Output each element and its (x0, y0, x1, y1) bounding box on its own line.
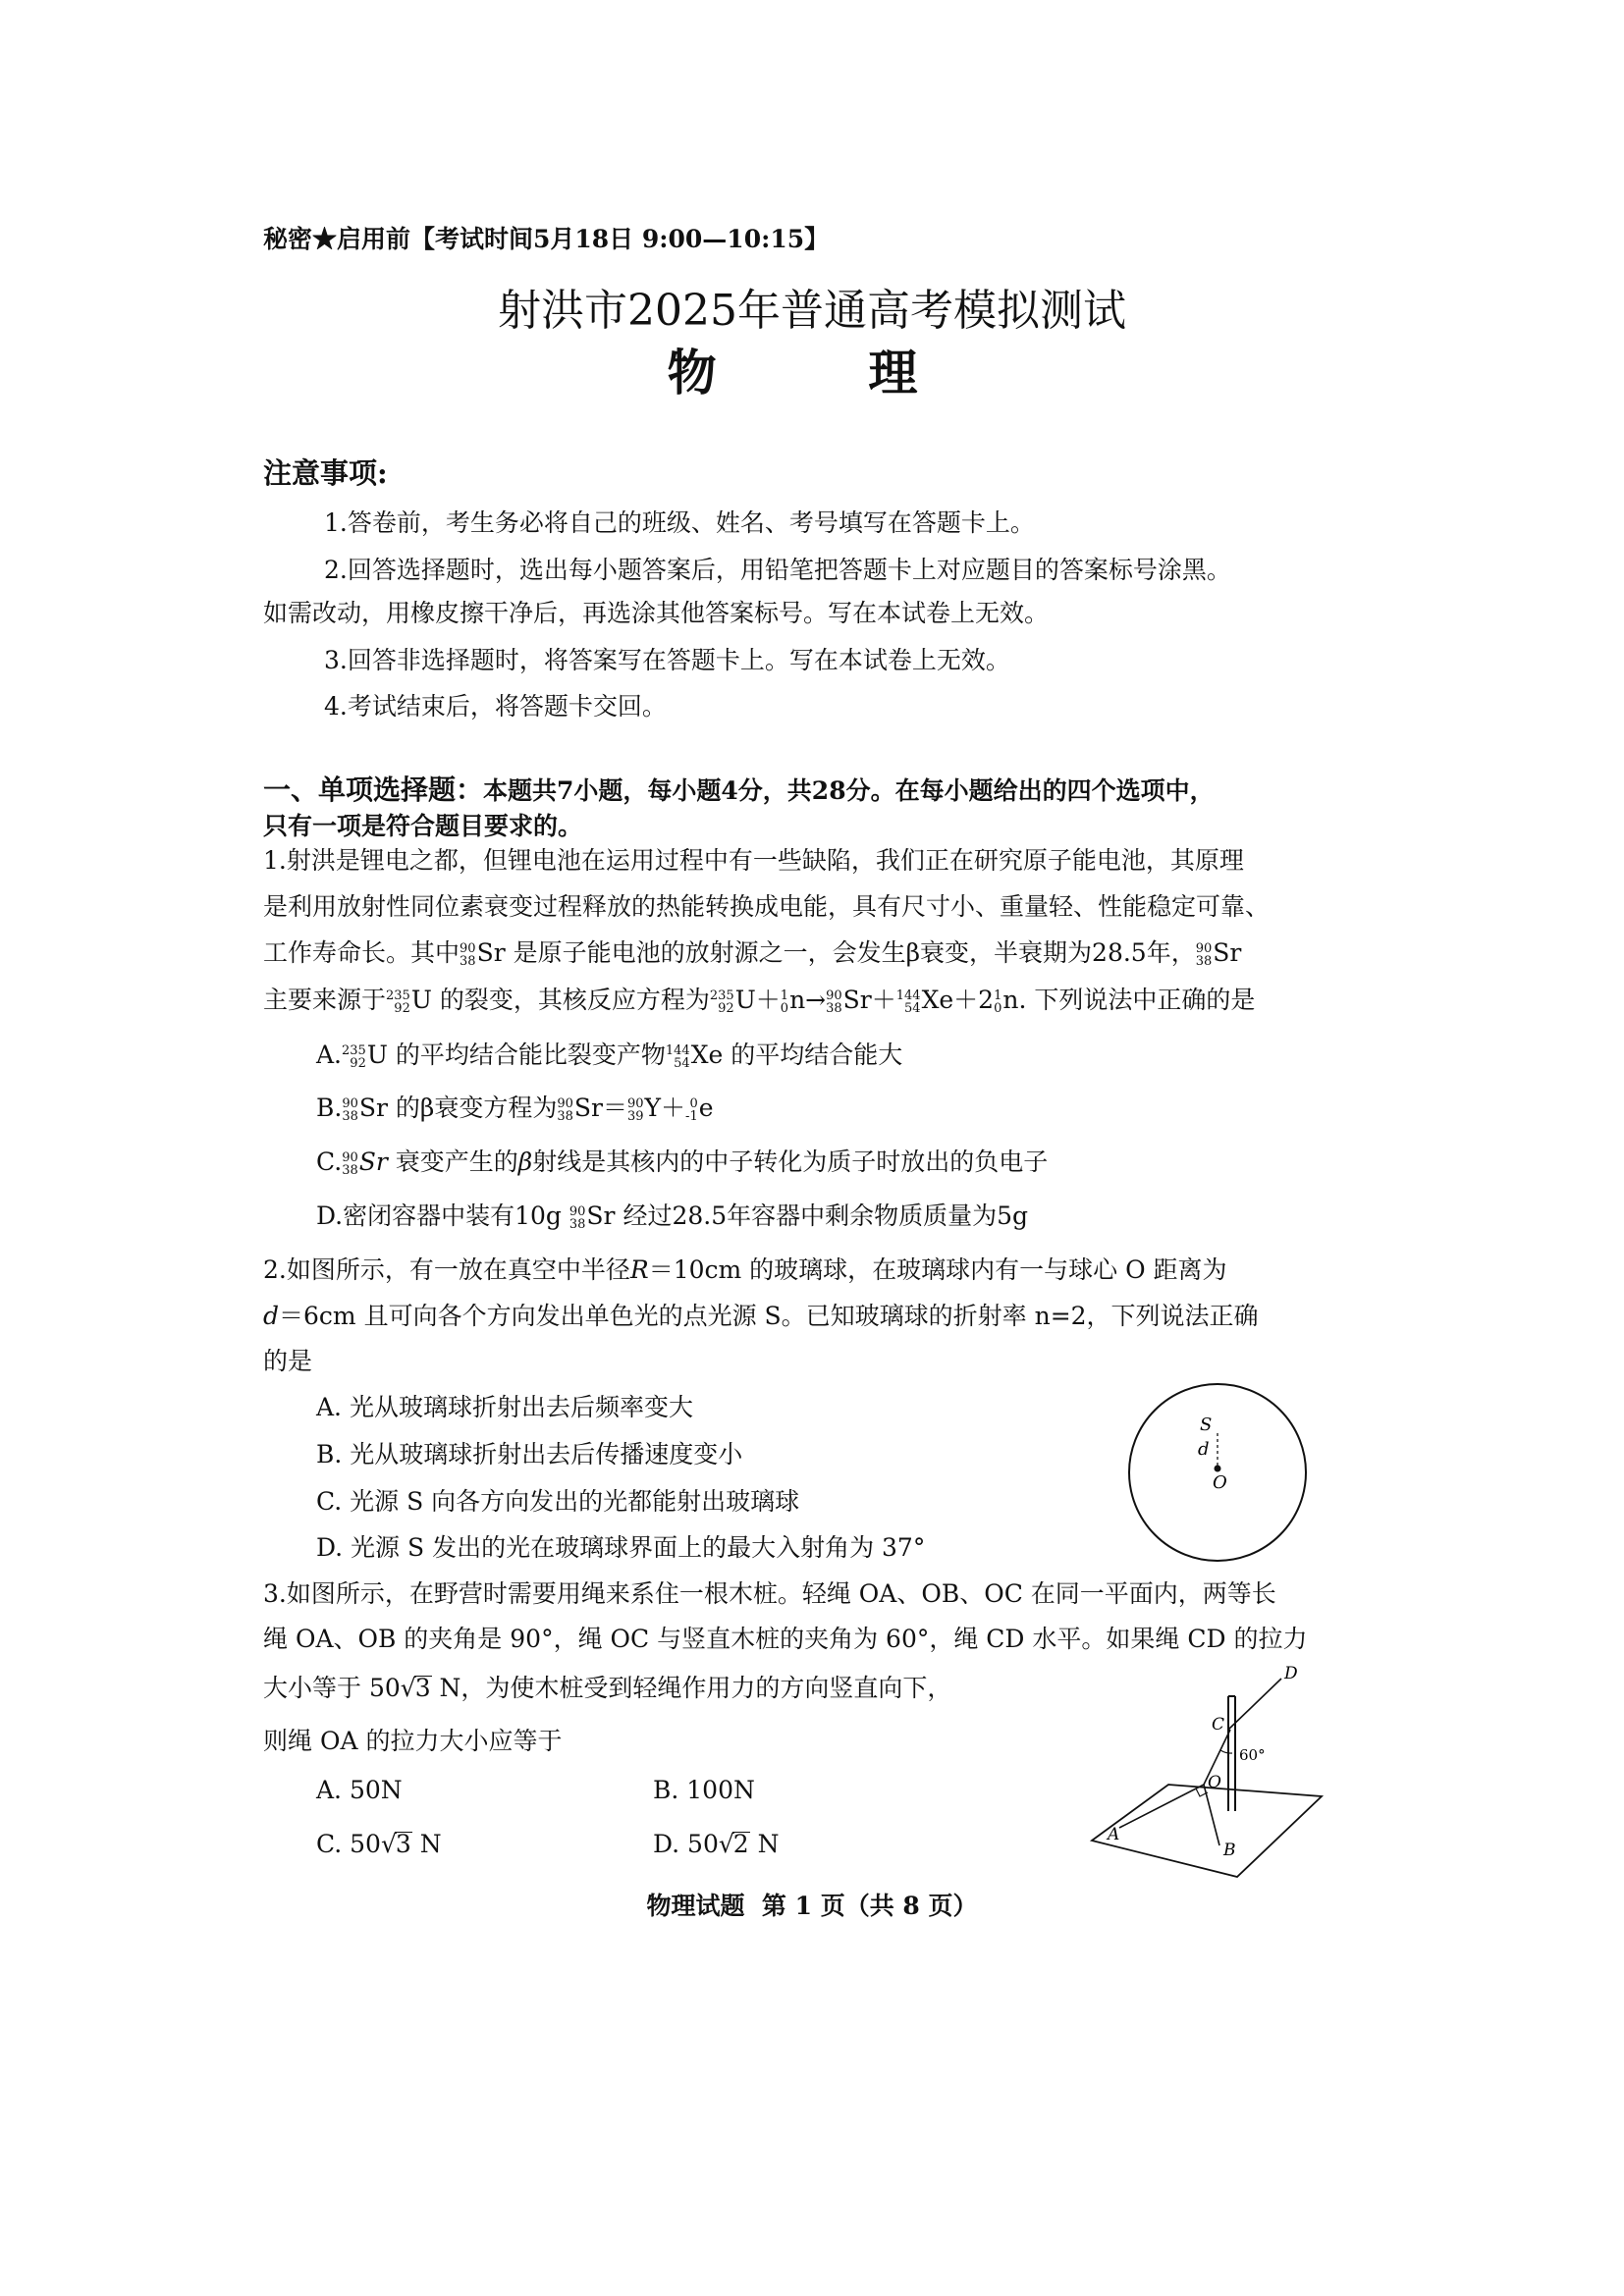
notice-heading: 注意事项: (263, 456, 388, 490)
nuclide-e: 0 -1 (685, 1095, 698, 1124)
section-desc-1: 本题共7小题，每小题4分，共28分。在每小题给出的四个选项中， (483, 776, 1215, 805)
q1-text: U＋ (734, 986, 781, 1014)
q1-text: n. 下列说法中正确的是 (1002, 986, 1256, 1014)
nuclide-sr: 90 38 (568, 1203, 586, 1232)
nuclide-u: 235 92 (709, 988, 734, 1016)
q2-line-1: 2.如图所示，有一放在真空中半径R＝10cm 的玻璃球，在玻璃球内有一与球心 O 距离为 (263, 1255, 1227, 1284)
nuclide-sr: 90 38 (460, 940, 476, 969)
section-desc-2: 只有一项是符合题目要求的。 (263, 812, 583, 840)
q3-line-3: 大小等于 50√3 N，为使木桩受到轻绳作用力的方向竖直向下， (263, 1674, 952, 1702)
q1-text: Sr (1213, 938, 1242, 967)
rope-cd (1228, 1679, 1281, 1730)
nuclide-n: 1 0 (994, 988, 1002, 1016)
q1-text: Sr 是原子能电池的放射源之一，会发生β衰变，半衰期为28.5年， (476, 938, 1196, 967)
nuclide-sr: 90 38 (1195, 940, 1213, 969)
notice-item-2-cont: 如需改动，用橡皮擦干净后，再选涂其他答案标号。写在本试卷上无效。 (263, 599, 1050, 627)
label-angle: 60° (1239, 1746, 1266, 1764)
q2-option-c: C. 光源 S 向各方向发出的光都能射出玻璃球 (316, 1487, 800, 1516)
label-b: B (1223, 1841, 1236, 1860)
q3-line-2: 绳 OA、OB 的夹角是 90°，绳 OC 与竖直木桩的夹角为 60°，绳 CD 水平。如果绳 CD 的拉力 (263, 1625, 1308, 1653)
label-o: O (1213, 1472, 1227, 1493)
rope-oa (1119, 1785, 1204, 1828)
q1-option-a: A. 235 92 U 的平均结合能比裂变产物 144 54 Xe 的平均结合能大 (316, 1041, 903, 1071)
q3-option-d: D. 50√2 N (653, 1830, 780, 1858)
stake-rope-figure (1080, 1659, 1335, 1885)
nuclide-y: 90 39 (626, 1095, 644, 1124)
sqrt-symbol: √ (718, 1830, 734, 1858)
q1-text: U 的裂变，其核反应方程为 (410, 986, 710, 1014)
q1-line-3 (263, 930, 1241, 976)
q1-option-c: C. 90 38 Sr 衰变产生的β射线是其核内的中子转化为质子时放出的负电子 (316, 1148, 1049, 1178)
q1-line-1: 1.射洪是锂电之都，但锂电池在运用过程中有一些缺陷，我们正在研究原子能电池，其原理 (263, 846, 1244, 875)
q3-line-4: 则绳 OA 的拉力大小应等于 (263, 1727, 563, 1755)
q1-line-4 (263, 977, 1255, 1023)
page-footer: 物理试题 第 1 页（共 8 页） (646, 1892, 978, 1920)
q2-option-a: A. 光从玻璃球折射出去后频率变大 (316, 1393, 693, 1421)
sqrt-symbol: √ (380, 1830, 397, 1858)
label-a: A (1108, 1825, 1120, 1844)
q3-option-a: A. 50N (316, 1776, 403, 1804)
confidential-line: 秘密★启用前【考试时间5月18日 9:00—10:15】 (263, 225, 830, 253)
q1-text: Xe＋2 (921, 986, 995, 1014)
q1-text: 主要来源于 (263, 986, 387, 1014)
q3-option-c: C. 50√3 N (316, 1830, 442, 1858)
nuclide-sr: 90 38 (342, 1149, 358, 1178)
label-o: O (1208, 1773, 1221, 1792)
q1-text: n→ (789, 986, 827, 1014)
nuclide-xe: 144 54 (895, 988, 921, 1016)
nuclide-sr: 90 38 (826, 988, 842, 1016)
angle-arc (1220, 1750, 1232, 1753)
nuclide-sr: 90 38 (342, 1095, 358, 1124)
label-d: d (1198, 1439, 1210, 1460)
q1-text: Sr＋ (842, 986, 896, 1014)
q2-option-b: B. 光从玻璃球折射出去后传播速度变小 (316, 1440, 743, 1468)
notice-item-2: 2.回答选择题时，选出每小题答案后，用铅笔把答题卡上对应题目的答案标号涂黑。 (324, 556, 1231, 584)
nuclide-xe: 144 54 (665, 1042, 690, 1071)
nuclide-u: 235 92 (386, 988, 410, 1016)
nuclide-sr: 90 38 (557, 1095, 573, 1124)
subject-title: 物 理 (667, 344, 957, 401)
glass-sphere-figure (1119, 1374, 1316, 1571)
q2-line-2: d＝6cm 且可向各个方向发出单色光的点光源 S。已知玻璃球的折射率 n=2，下列说法正确 (263, 1302, 1259, 1330)
sqrt-symbol: √ (400, 1674, 416, 1702)
q1-text: 工作寿命长。其中 (263, 938, 460, 967)
notice-item-1: 1.答卷前，考生务必将自己的班级、姓名、考号填写在答题卡上。 (324, 508, 1035, 537)
q1-line-2: 是利用放射性同位素衰变过程释放的热能转换成电能，具有尺寸小、重量轻、性能稳定可靠、 (263, 892, 1271, 921)
label-c: C (1212, 1715, 1225, 1735)
q2-option-d: D. 光源 S 发出的光在玻璃球界面上的最大入射角为 37° (316, 1533, 926, 1562)
label-s: S (1200, 1415, 1213, 1435)
exam-title: 射洪市2025年普通高考模拟测试 (498, 286, 1126, 336)
notice-item-4: 4.考试结束后，将答题卡交回。 (324, 692, 667, 721)
nuclide-n: 1 0 (780, 988, 789, 1016)
q1-option-b: B. 90 38 Sr 的β衰变方程为 90 38 Sr＝ 90 39 Y＋ 0 -1 e (316, 1094, 714, 1124)
q3-line-1: 3.如图所示，在野营时需要用绳来系住一根木桩。轻绳 OA、OB、OC 在同一平面内，两等长 (263, 1579, 1276, 1608)
section-title: 一、单项选择题： (263, 774, 484, 806)
center-point (1215, 1466, 1221, 1472)
q2-line-3: 的是 (263, 1347, 313, 1375)
nuclide-u: 235 92 (342, 1042, 366, 1071)
section-heading (263, 769, 1215, 808)
label-d: D (1284, 1664, 1298, 1683)
notice-item-3: 3.回答非选择题时，将答案写在答题卡上。写在本试卷上无效。 (324, 646, 1010, 674)
q3-option-b: B. 100N (653, 1776, 755, 1804)
q1-option-d: D.密闭容器中装有10g 90 38 Sr 经过28.5年容器中剩余物质质量为5g (316, 1201, 1029, 1232)
